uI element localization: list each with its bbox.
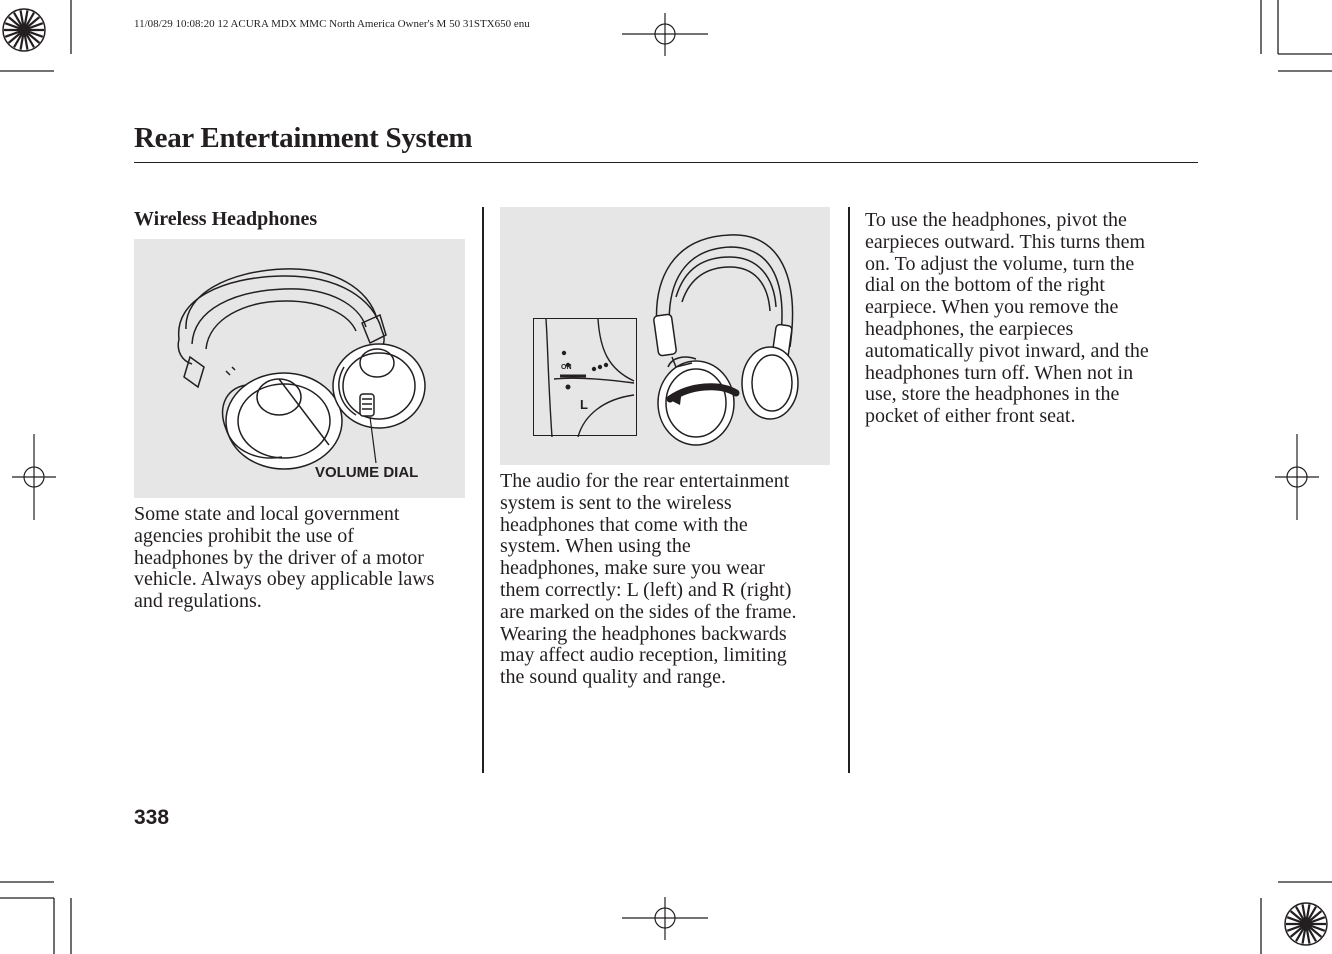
column-divider-2 bbox=[848, 207, 850, 773]
folded-headphones-illustration bbox=[134, 239, 465, 498]
earpiece-inset-closeup bbox=[533, 318, 637, 436]
starburst-mark-bottom-right bbox=[1285, 903, 1327, 945]
section-title: Rear Entertainment System bbox=[134, 122, 473, 154]
headphones-wearing-figure bbox=[500, 207, 830, 465]
inset-on-label: ON bbox=[561, 364, 572, 371]
registration-target-left bbox=[12, 434, 56, 520]
registration-target-right bbox=[1275, 434, 1319, 520]
starburst-mark-top-left bbox=[3, 9, 45, 51]
inset-left-marker: L bbox=[580, 397, 588, 412]
column-divider-1 bbox=[482, 207, 484, 773]
volume-dial-label: VOLUME DIAL bbox=[315, 464, 419, 481]
print-job-info: 11/08/29 10:08:20 12 ACURA MDX MMC North America Owner's M 50 31STX650 enu bbox=[134, 18, 530, 30]
wireless-headphones-heading: Wireless Headphones bbox=[134, 208, 318, 230]
headphones-volume-dial-figure bbox=[134, 239, 465, 498]
middle-column-paragraph: The audio for the rear entertainment system is sent to the wireless headphones that come with the system. When using the headphones, make sure you wear them correctly: L (left) and R (right) are marked on the sides of the frame. Wearing the headphones backwards may affect audio reception, limiting the sound quality and range. bbox=[500, 470, 797, 689]
right-column-paragraph: To use the headphones, pivot the earpieces outward. This turns them on. To adjust the volume, turn the dial on the bottom of the right earpiece. When you remove the headphones, the earpieces automatically pivot inward, and the headphones turn off. When not in use, store the headphones in the pocket of either front seat. bbox=[865, 209, 1149, 428]
left-column-paragraph: Some state and local government agencies prohibit the use of headphones by the driver of a motor vehicle. Always obey applicable laws and regulations. bbox=[134, 503, 435, 613]
title-rule bbox=[134, 162, 1198, 163]
page-number: 338 bbox=[134, 806, 170, 829]
registration-target-top bbox=[622, 13, 708, 56]
registration-target-bottom bbox=[622, 897, 708, 940]
